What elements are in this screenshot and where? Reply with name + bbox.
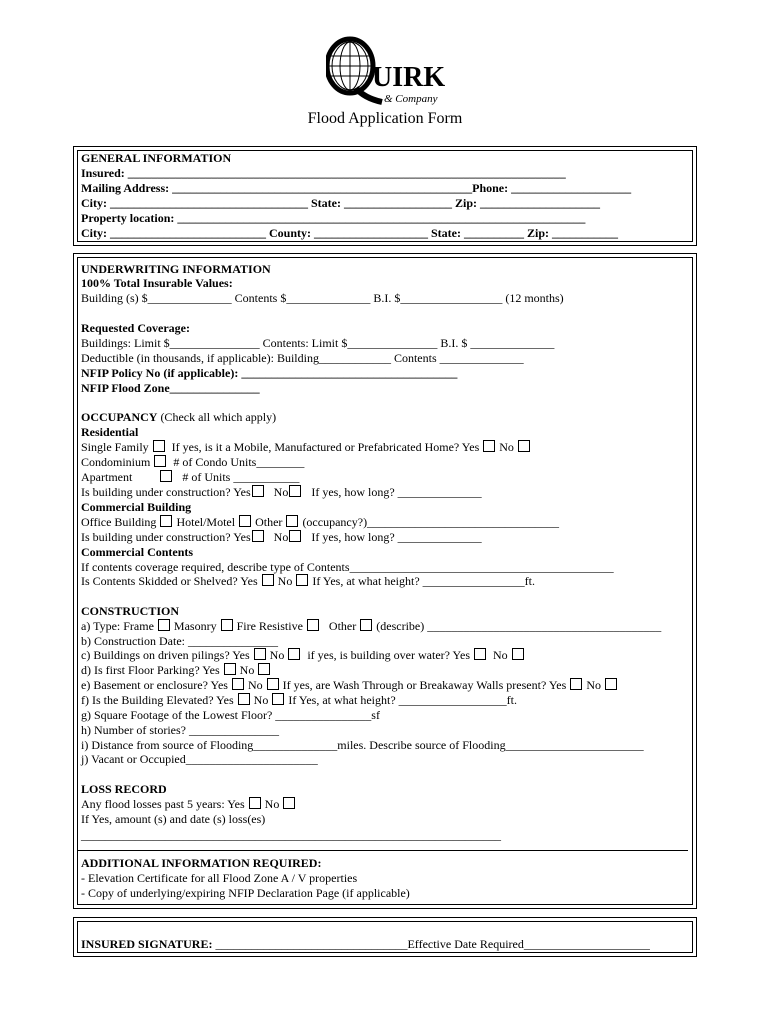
past-losses-no-checkbox[interactable]: [283, 797, 295, 809]
single-family-checkbox[interactable]: [153, 440, 165, 452]
wash-through-no-checkbox[interactable]: [605, 678, 617, 690]
com-under-construction-label: Is building under construction? Yes: [81, 530, 251, 544]
past-losses-row: [81, 797, 296, 811]
res-construction-no-checkbox[interactable]: [289, 485, 301, 497]
loss-amount-label: If Yes, amount (s) and date (s) loss(es): [81, 812, 266, 826]
mailing-address-field[interactable]: Mailing Address: __________________________________________________Phone: ____________________: [81, 181, 632, 195]
loss-amount-field[interactable]: ______________________________________________________________________: [81, 828, 501, 842]
apartment-checkbox[interactable]: [160, 470, 172, 482]
page-title: Flood Application Form: [307, 110, 463, 127]
insured-field[interactable]: Insured: _________________________________________________________________________: [81, 166, 566, 180]
wash-through-yes-checkbox[interactable]: [570, 678, 582, 690]
first-floor-yes-checkbox[interactable]: [224, 663, 236, 675]
over-water-no-label: No: [493, 648, 508, 662]
section-divider: [78, 850, 688, 851]
mobile-no-label: No: [499, 440, 514, 454]
under-construction-label: Is building under construction? Yes: [81, 485, 251, 499]
office-building-checkbox[interactable]: [160, 515, 172, 527]
loss-record-heading: LOSS RECORD: [81, 782, 167, 796]
residential-construction-row: [81, 485, 482, 499]
contents-type-field[interactable]: If contents coverage required, describe type of Contents____________________________________________: [81, 560, 614, 574]
first-floor-no-checkbox[interactable]: [258, 663, 270, 675]
describe-field[interactable]: (describe) _______________________________________: [376, 619, 662, 633]
frame-checkbox[interactable]: [158, 619, 170, 631]
basement-no-checkbox[interactable]: [267, 678, 279, 690]
com-construction-yes-checkbox[interactable]: [252, 530, 264, 542]
mobile-question: If yes, is it a Mobile, Manufactured or Prefabricated Home? Yes: [171, 440, 480, 454]
deductible-field[interactable]: Deductible (in thousands, if applicable): Building____________ Contents ______________: [81, 351, 524, 365]
occupancy-other-checkbox[interactable]: [286, 515, 298, 527]
res-how-long-field[interactable]: If yes, how long? ______________: [311, 485, 482, 499]
additional-item-1: - Elevation Certificate for all Flood Zone A / V properties: [81, 871, 358, 885]
hotel-motel-checkbox[interactable]: [239, 515, 251, 527]
skidded-no-checkbox[interactable]: [296, 574, 308, 586]
property-location-field[interactable]: Property location: ____________________________________________________________________: [81, 211, 586, 225]
first-floor-no-label: No: [239, 663, 255, 677]
signature-row: [81, 937, 650, 951]
pilings-no-label: No: [269, 648, 285, 662]
skidded-no-label: No: [277, 574, 293, 588]
pilings-row: [81, 648, 525, 662]
general-heading: GENERAL INFORMATION: [81, 151, 232, 165]
elevated-yes-checkbox[interactable]: [238, 693, 250, 705]
over-water-no-checkbox[interactable]: [512, 648, 524, 660]
past-losses-no-label: No: [264, 797, 280, 811]
masonry-label: Masonry: [173, 619, 217, 633]
elevated-height-field[interactable]: If Yes, at what height? __________________ft.: [288, 693, 517, 707]
underwriting-heading: UNDERWRITING INFORMATION: [81, 262, 271, 276]
mobile-yes-checkbox[interactable]: [483, 440, 495, 452]
construction-heading: CONSTRUCTION: [81, 604, 180, 618]
apartment-row: [81, 470, 299, 484]
office-building-row: [81, 515, 559, 529]
masonry-checkbox[interactable]: [221, 619, 233, 631]
condominium-label: Condominium: [81, 455, 151, 469]
over-water-yes-checkbox[interactable]: [474, 648, 486, 660]
contents-height-field[interactable]: If Yes, at what height? _________________ft.: [312, 574, 535, 588]
apartment-label: Apartment: [81, 470, 133, 484]
occupancy-blank-field[interactable]: (occupancy?)________________________________: [302, 515, 560, 529]
res-construction-no-label: No: [273, 485, 289, 499]
past-losses-yes-checkbox[interactable]: [249, 797, 261, 809]
occupancy-note: (Check all which apply): [157, 410, 277, 424]
occupancy-heading-row: [81, 410, 276, 424]
commercial-construction-row: [81, 530, 482, 544]
com-construction-no-checkbox[interactable]: [289, 530, 301, 542]
over-water-label: if yes, is building over water? Yes: [307, 648, 470, 662]
fire-resistive-checkbox[interactable]: [307, 619, 319, 631]
logo-sub: & Company: [384, 93, 438, 105]
residential-heading: Residential: [81, 425, 139, 439]
requested-coverage-heading: Requested Coverage:: [81, 321, 190, 335]
construction-date-field[interactable]: b) Construction Date: _______________: [81, 634, 278, 648]
elevated-no-label: No: [253, 693, 269, 707]
basement-no-label: No: [247, 678, 263, 692]
logo-word: UIRK: [372, 62, 446, 93]
mobile-no-checkbox[interactable]: [518, 440, 530, 452]
first-floor-row: [81, 663, 271, 677]
office-building-label: Office Building: [81, 515, 157, 529]
elevated-row: [81, 693, 517, 707]
res-construction-yes-checkbox[interactable]: [252, 485, 264, 497]
effective-date-field[interactable]: Effective Date Required_____________________: [407, 937, 650, 951]
occupancy-heading: OCCUPANCY: [81, 410, 158, 424]
additional-item-2: - Copy of underlying/expiring NFIP Declaration Page (if applicable): [81, 886, 410, 900]
basement-row: [81, 678, 618, 692]
city-state-zip-field[interactable]: City: _________________________________ State: __________________ Zip: ____________________: [81, 196, 600, 210]
single-family-row: [81, 440, 531, 454]
skidded-label: Is Contents Skidded or Shelved? Yes: [81, 574, 258, 588]
quirk-logo: [326, 36, 450, 106]
past-losses-label: Any flood losses past 5 years: Yes: [81, 797, 245, 811]
elevated-no-checkbox[interactable]: [272, 693, 284, 705]
elevated-label: f) Is the Building Elevated? Yes: [81, 693, 234, 707]
basement-yes-checkbox[interactable]: [232, 678, 244, 690]
construction-other-checkbox[interactable]: [360, 619, 372, 631]
com-how-long-field[interactable]: If yes, how long? ______________: [311, 530, 482, 544]
com-construction-no-label: No: [273, 530, 289, 544]
distance-field[interactable]: i) Distance from source of Flooding______________miles. Describe source of Flooding_______________________: [81, 738, 644, 752]
condominium-checkbox[interactable]: [154, 455, 166, 467]
hotel-motel-label: Hotel/Motel: [176, 515, 236, 529]
commercial-building-heading: Commercial Building: [81, 500, 192, 514]
signature-field[interactable]: ________________________________: [212, 937, 408, 951]
occupancy-other-label: Other: [255, 515, 283, 529]
square-footage-field[interactable]: g) Square Footage of the Lowest Floor? ________________sf: [81, 708, 380, 722]
stories-field[interactable]: h) Number of stories? _______________: [81, 723, 279, 737]
wash-through-label: If yes, are Wash Through or Breakaway Walls present? Yes: [282, 678, 567, 692]
buildings-limit-field[interactable]: Buildings: Limit $_______________ Contents: Limit $_______________ B.I. $ ______________: [81, 336, 555, 350]
property-city-county-field[interactable]: City: __________________________ County: ___________________ State: __________ Zip: ___________: [81, 226, 618, 240]
condominium-row: [81, 455, 304, 469]
additional-info-heading: ADDITIONAL INFORMATION REQUIRED:: [81, 856, 322, 870]
condo-units-field[interactable]: # of Condo Units________: [173, 455, 305, 469]
fire-resistive-label: Fire Resistive: [236, 619, 303, 633]
wash-through-no-label: No: [586, 678, 601, 692]
pilings-yes-checkbox[interactable]: [254, 648, 266, 660]
construction-type-row: [81, 619, 661, 633]
pilings-no-checkbox[interactable]: [288, 648, 300, 660]
single-family-label: Single Family: [81, 440, 149, 454]
skidded-yes-checkbox[interactable]: [262, 574, 274, 586]
basement-label: e) Basement or enclosure? Yes: [81, 678, 228, 692]
construction-other-label: Other: [328, 619, 357, 633]
apartment-units-field[interactable]: # of Units ___________: [182, 470, 300, 484]
building-values-field[interactable]: Building (s) $______________ Contents $______________ B.I. $_________________ (12 months): [81, 291, 564, 305]
pilings-label: c) Buildings on driven pilings? Yes: [81, 648, 250, 662]
type-frame-label: a) Type: Frame: [81, 619, 154, 633]
values-heading: 100% Total Insurable Values:: [81, 276, 233, 290]
nfip-policy-field[interactable]: NFIP Policy No (if applicable): ____________________________________: [81, 366, 458, 380]
commercial-contents-heading: Commercial Contents: [81, 545, 194, 559]
skidded-row: [81, 574, 535, 588]
first-floor-label: d) Is first Floor Parking? Yes: [81, 663, 220, 677]
vacant-field[interactable]: j) Vacant or Occupied______________________: [81, 752, 318, 766]
signature-label: INSURED SIGNATURE:: [81, 937, 213, 951]
nfip-zone-field[interactable]: NFIP Flood Zone_______________: [81, 381, 260, 395]
